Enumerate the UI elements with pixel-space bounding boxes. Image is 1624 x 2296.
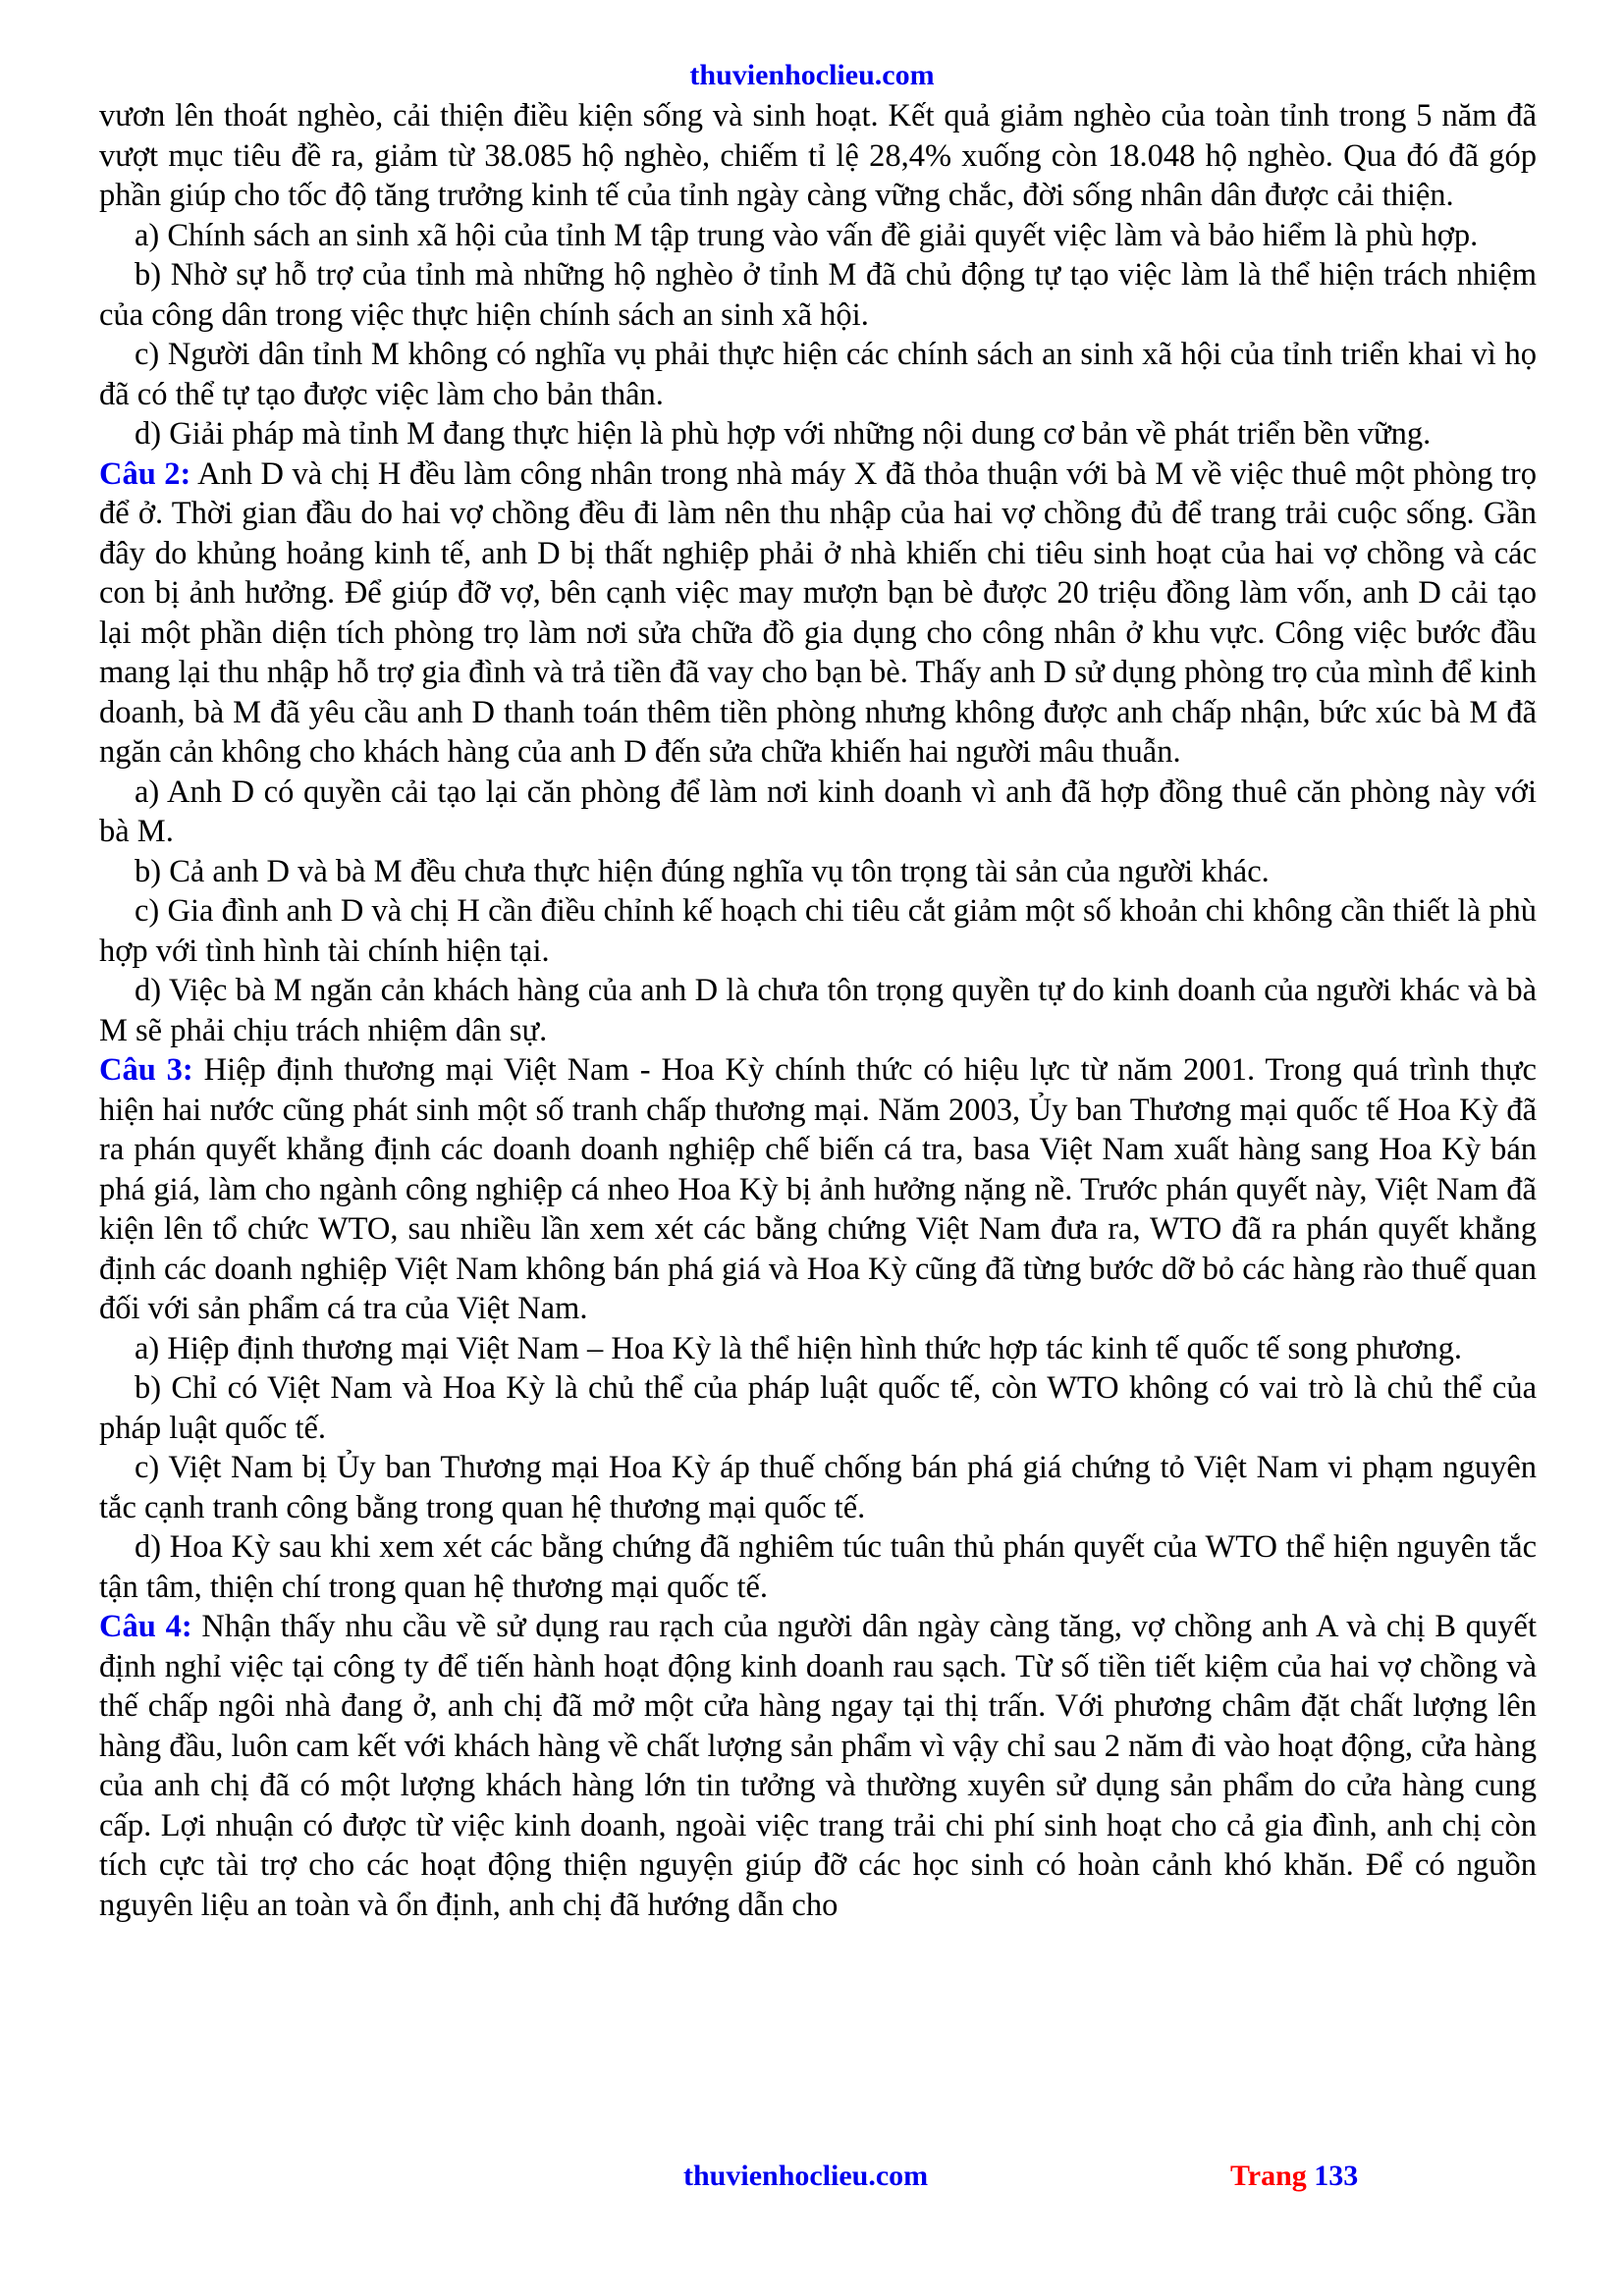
footer-site: thuvienhoclieu.com xyxy=(683,2160,929,2192)
question-4 xyxy=(99,1607,1537,1925)
question-label: Câu 3: xyxy=(99,1052,193,1088)
question-label: Câu 2: xyxy=(99,455,191,492)
page-number-value: 133 xyxy=(1314,2160,1359,2192)
question-3-option-d: d) Hoa Kỳ sau khi xem xét các bằng chứng đã nghiêm túc tuân thủ phán quyết của WTO thể hiện nguyên tắc tận tâm, thiện chí trong quan hệ thương mại quốc tế. xyxy=(99,1529,1537,1605)
page-label: Trang xyxy=(1230,2160,1307,2192)
question-2 xyxy=(99,454,1537,773)
question-2-option-a: a) Anh D có quyền cải tạo lại căn phòng để làm nơi kinh doanh vì anh đã hợp đồng thuê căn phòng này với bà M. xyxy=(99,774,1537,849)
question-3-option-a: a) Hiệp định thương mại Việt Nam – Hoa Kỳ là thể hiện hình thức hợp tác kinh tế quốc tế song phương. xyxy=(135,1330,1462,1366)
intro-option-c: c) Người dân tỉnh M không có nghĩa vụ phải thực hiện các chính sách an sinh xã hội của tỉnh triển khai vì họ đã có thể tự tạo được việc làm cho bản thân. xyxy=(99,337,1537,412)
intro-paragraph: vươn lên thoát nghèo, cải thiện điều kiện sống và sinh hoạt. Kết quả giảm nghèo của toàn tỉnh trong 5 năm đã vượt mục tiêu đề ra, giảm từ 38.085 hộ nghèo, chiếm tỉ lệ 28,4% xuống còn 18.048 hộ nghèo. Qua đó đã góp phần giúp cho tốc độ tăng trưởng kinh tế của tỉnh ngày càng vững chắc, đời sống nhân dân được cải thiện. xyxy=(99,98,1537,213)
page-body xyxy=(99,96,1537,1925)
question-text: Nhận thấy nhu cầu về sử dụng rau rạch của người dân ngày càng tăng, vợ chồng anh A và chị B quyết định nghỉ việc tại công ty để tiến hành hoạt động kinh doanh rau sạch. Từ số tiền tiết kiệm của hai vợ chồng và thế chấp ngôi nhà đang ở, anh chị đã mở một cửa hàng ngay tại thị trấn. Với phương châm đặt chất lượng lên hàng đầu, luôn cam kết với khách hàng về chất lượng sản phẩm vì vậy chỉ sau 2 năm đi vào hoạt động, cửa hàng của anh chị đã có một lượng khách hàng lớn tin tưởng và thường xuyên sử dụng sản phẩm do cửa hàng cung cấp. Lợi nhuận có được từ việc kinh doanh, ngoài việc trang trải chi phí sinh hoạt cho cả gia đình, anh chị còn tích cực tài trợ cho các hoạt động thiện nguyện giúp đỡ các học sinh có hoàn cảnh khó khăn. Để có nguồn nguyên liệu an toàn và ổn định, anh chị đã hướng dẫn cho xyxy=(99,1609,1538,1923)
question-text: Hiệp định thương mại Việt Nam - Hoa Kỳ chính thức có hiệu lực từ năm 2001. Trong quá trình thực hiện hai nước cũng phát sinh một số tranh chấp thương mại. Năm 2003, Ủy ban Thương mại quốc tế Hoa Kỳ đã ra phán quyết khẳng định các doanh doanh nghiệp chế biến cá tra, basa Việt Nam xuất hàng sang Hoa Kỳ bán phá giá, làm cho ngành công nghiệp cá nheo Hoa Kỳ bị ảnh hưởng nặng nề. Trước phán quyết này, Việt Nam đã kiện lên tổ chức WTO, sau nhiều lần xem xét các bằng chứng Việt Nam đưa ra, WTO đã ra phán quyết khẳng định các doanh nghiệp Việt Nam không bán phá giá và Hoa Kỳ cũng đã từng bước dỡ bỏ các hàng rào thuế quan đối với sản phẩm cá tra của Việt Nam. xyxy=(99,1052,1537,1326)
question-label: Câu 4: xyxy=(99,1609,192,1644)
question-2-option-b: b) Cả anh D và bà M đều chưa thực hiện đúng nghĩa vụ tôn trọng tài sản của người khác. xyxy=(135,853,1270,889)
page-number xyxy=(1230,2160,1358,2193)
header-site: thuvienhoclieu.com xyxy=(689,59,935,91)
intro-option-a: a) Chính sách an sinh xã hội của tỉnh M tập trung vào vấn đề giải quyết việc làm và bảo hiểm là phù hợp. xyxy=(135,217,1479,253)
question-2-option-c: c) Gia đình anh D và chị H cần điều chỉnh kế hoạch chi tiêu cắt giảm một số khoản chi không cần thiết là phù hợp với tình hình tài chính hiện tại. xyxy=(99,893,1537,969)
question-3-option-c: c) Việt Nam bị Ủy ban Thương mại Hoa Kỳ áp thuế chống bán phá giá chứng tỏ Việt Nam vi phạm nguyên tắc cạnh tranh công bằng trong quan hệ thương mại quốc tế. xyxy=(99,1450,1537,1525)
intro-option-d: d) Giải pháp mà tỉnh M đang thực hiện là phù hợp với những nội dung cơ bản về phát triển bền vững. xyxy=(135,416,1432,452)
question-text: Anh D và chị H đều làm công nhân trong nhà máy X đã thỏa thuận với bà M về việc thuê một phòng trọ để ở. Thời gian đầu do hai vợ chồng đều đi làm nên thu nhập của hai vợ chồng đủ để trang trải cuộc sống. Gần đây do khủng hoảng kinh tế, anh D bị thất nghiệp phải ở nhà khiến chi tiêu sinh hoạt của hai vợ chồng và các con bị ảnh hưởng. Để giúp đỡ vợ, bên cạnh việc may mượn bạn bè được 20 triệu đồng làm vốn, anh D cải tạo lại một phần diện tích phòng trọ làm nơi sửa chữa đồ gia dụng cho công nhân ở khu vực. Công việc bước đầu mang lại thu nhập hỗ trợ gia đình và trả tiền đã vay cho bạn bè. Thấy anh D sử dụng phòng trọ của mình để kinh doanh, bà M đã yêu cầu anh D thanh toán thêm tiền phòng nhưng không được anh chấp nhận, bức xúc bà M đã ngăn cản không cho khách hàng của anh D đến sửa chữa khiến hai người mâu thuẫn. xyxy=(99,455,1537,770)
intro-option-b: b) Nhờ sự hỗ trợ của tỉnh mà những hộ nghèo ở tỉnh M đã chủ động tự tạo việc làm là thể hiện trách nhiệm của công dân trong việc thực hiện chính sách an sinh xã hội. xyxy=(99,257,1537,333)
question-3-option-b: b) Chỉ có Việt Nam và Hoa Kỳ là chủ thể của pháp luật quốc tế, còn WTO không có vai trò là chủ thể của pháp luật quốc tế. xyxy=(99,1370,1537,1446)
question-2-option-d: d) Việc bà M ngăn cản khách hàng của anh D là chưa tôn trọng quyền tự do kinh doanh của người khác và bà M sẽ phải chịu trách nhiệm dân sự. xyxy=(99,973,1537,1048)
question-3 xyxy=(99,1050,1537,1329)
